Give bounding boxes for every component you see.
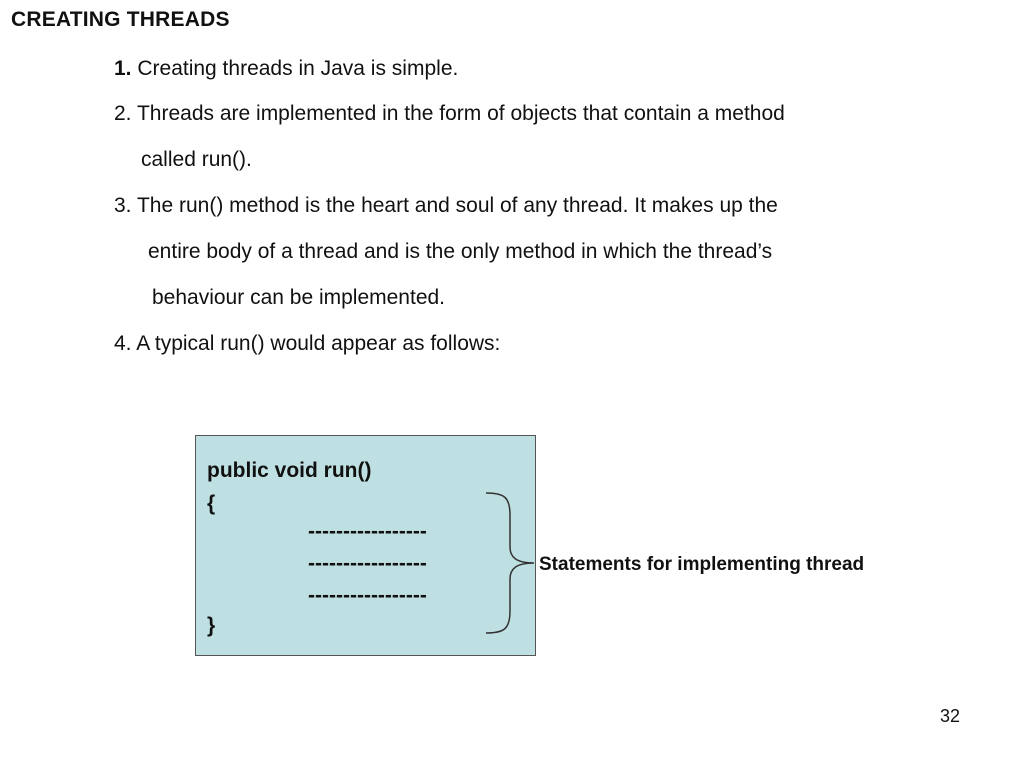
code-statement-1: ----------------- xyxy=(308,520,427,543)
point-1-number: 1. xyxy=(114,57,132,80)
code-close-brace: } xyxy=(207,614,216,637)
point-1 xyxy=(114,55,458,83)
code-signature: public void run() xyxy=(207,459,372,482)
page-number: 32 xyxy=(940,706,961,726)
right-brace-icon xyxy=(484,491,538,635)
code-statement-3: ----------------- xyxy=(308,584,427,607)
statements-annotation: Statements for implementing thread xyxy=(539,554,865,575)
point-3-line-1: 3. The run() method is the heart and soul of any thread. It makes up the xyxy=(114,194,778,217)
point-2-line-1: 2. Threads are implemented in the form of objects that contain a method xyxy=(114,102,785,125)
slide-title: CREATING THREADS xyxy=(11,8,230,31)
code-statement-2: ----------------- xyxy=(308,552,427,575)
code-open-brace: { xyxy=(207,492,216,515)
point-3-line-2: entire body of a thread and is the only method in which the thread’s xyxy=(148,240,773,263)
point-1-text: Creating threads in Java is simple. xyxy=(131,57,459,80)
point-3-line-3: behaviour can be implemented. xyxy=(152,286,446,309)
point-4: 4. A typical run() would appear as follows: xyxy=(114,332,501,355)
point-2-line-2: called run(). xyxy=(141,148,252,171)
